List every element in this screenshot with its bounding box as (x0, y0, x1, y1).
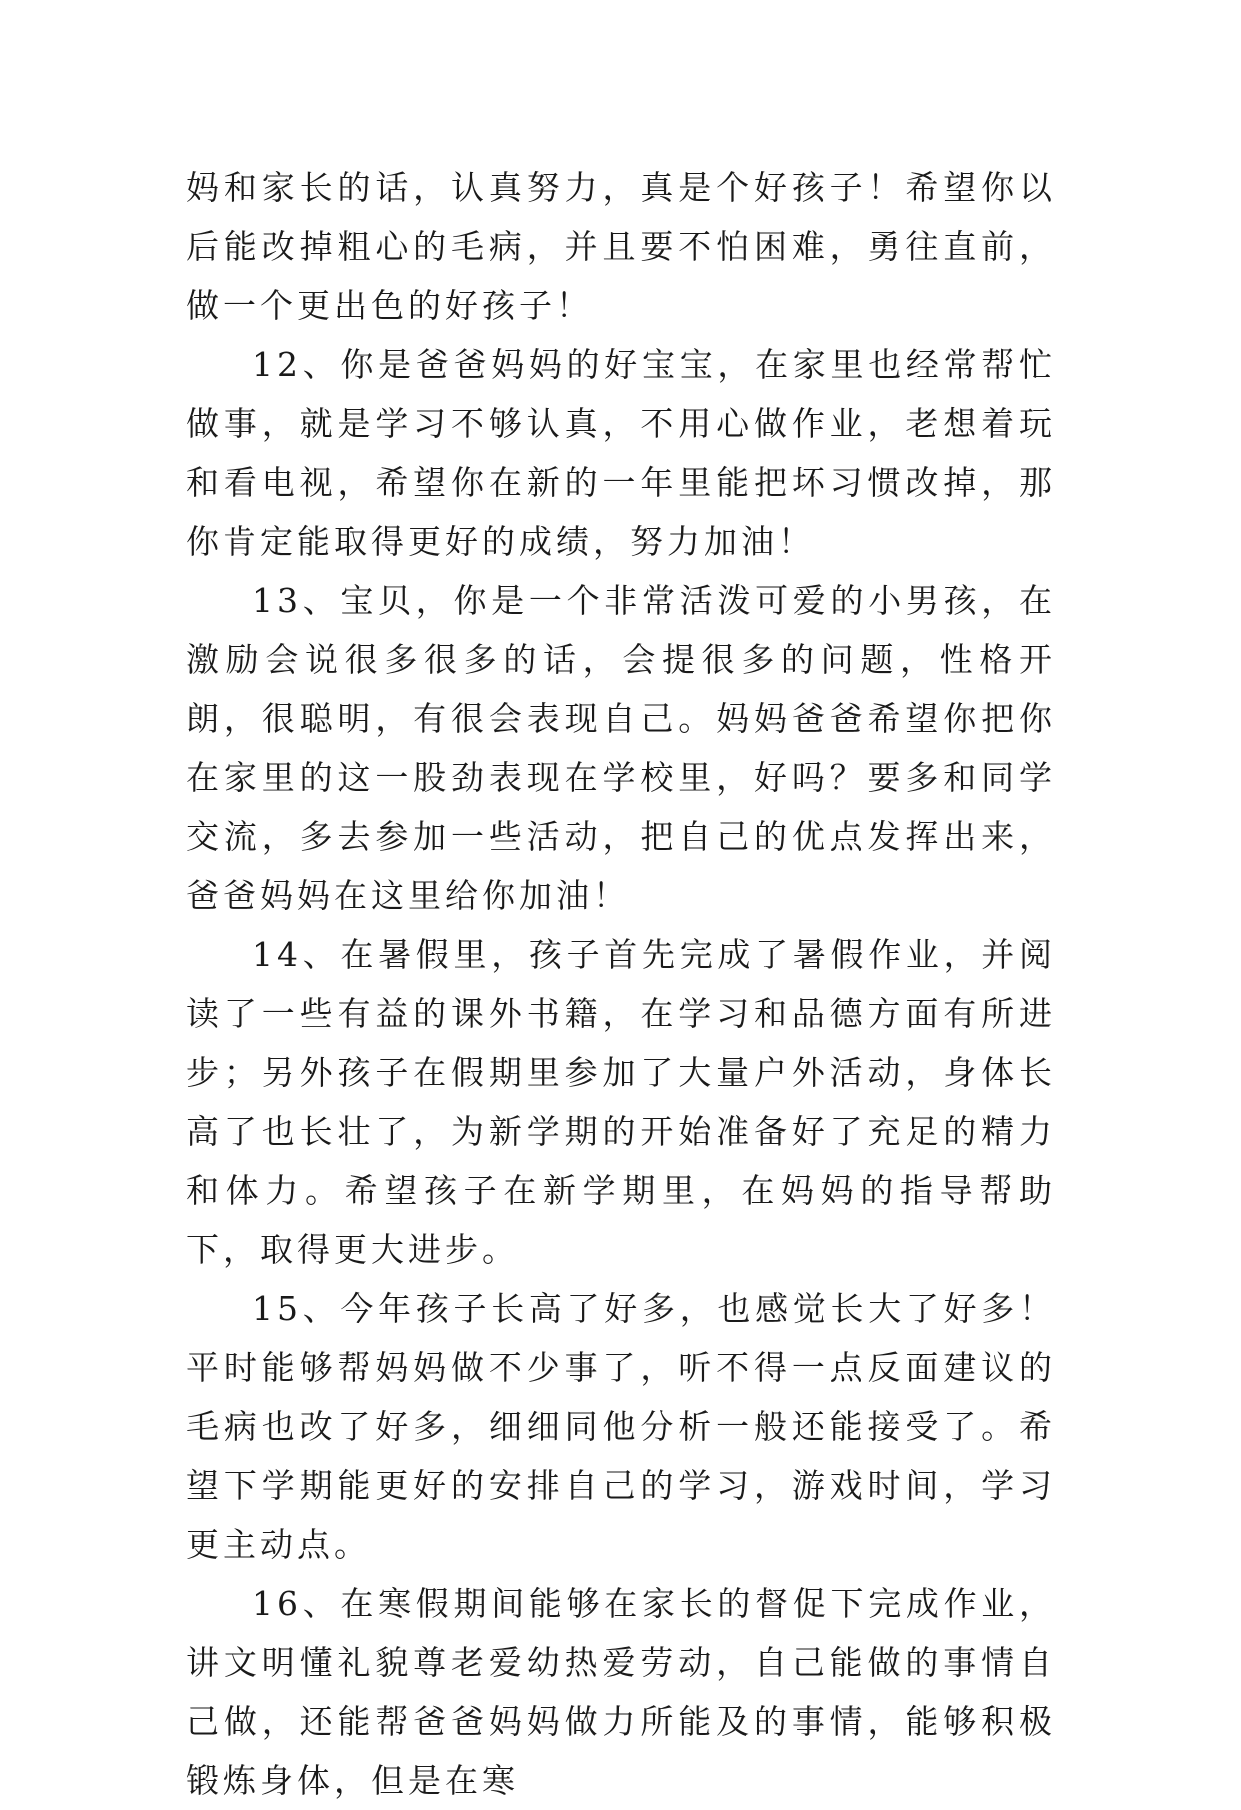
paragraph-15: 15、今年孩子长高了好多，也感觉长大了好多！平时能够帮妈妈做不少事了，听不得一点反面建议的毛病也改了好多，细细同他分析一般还能接受了。希望下学期能更好的安排自己的学习，游戏时间，学习更主动点。 (186, 1289, 1056, 1564)
document-body (186, 158, 1056, 1810)
paragraph-16: 16、在寒假期间能够在家长的督促下完成作业，讲文明懂礼貌尊老爱幼热爱劳动，自己能做的事情自己做，还能帮爸爸妈妈做力所能及的事情，能够积极锻炼身体，但是在寒 (186, 1584, 1056, 1800)
paragraph-14: 14、在暑假里，孩子首先完成了暑假作业，并阅读了一些有益的课外书籍，在学习和品德方面有所进步；另外孩子在假期里参加了大量户外活动，身体长高了也长壮了，为新学期的开始准备好了充足的精力和体力。希望孩子在新学期里，在妈妈的指导帮助下，取得更大进步。 (186, 935, 1056, 1269)
paragraph-12: 12、你是爸爸妈妈的好宝宝，在家里也经常帮忙做事，就是学习不够认真，不用心做作业，老想着玩和看电视，希望你在新的一年里能把坏习惯改掉，那你肯定能取得更好的成绩，努力加油！ (186, 345, 1056, 561)
paragraph-13: 13、宝贝，你是一个非常活泼可爱的小男孩，在激励会说很多很多的话，会提很多的问题，性格开朗，很聪明，有很会表现自己。妈妈爸爸希望你把你在家里的这一股劲表现在学校里，好吗？要多和同学交流，多去参加一些活动，把自己的优点发挥出来，爸爸妈妈在这里给你加油！ (186, 581, 1056, 915)
paragraph-continuation: 妈和家长的话，认真努力，真是个好孩子！希望你以后能改掉粗心的毛病，并且要不怕困难，勇往直前，做一个更出色的好孩子！ (186, 168, 1056, 325)
